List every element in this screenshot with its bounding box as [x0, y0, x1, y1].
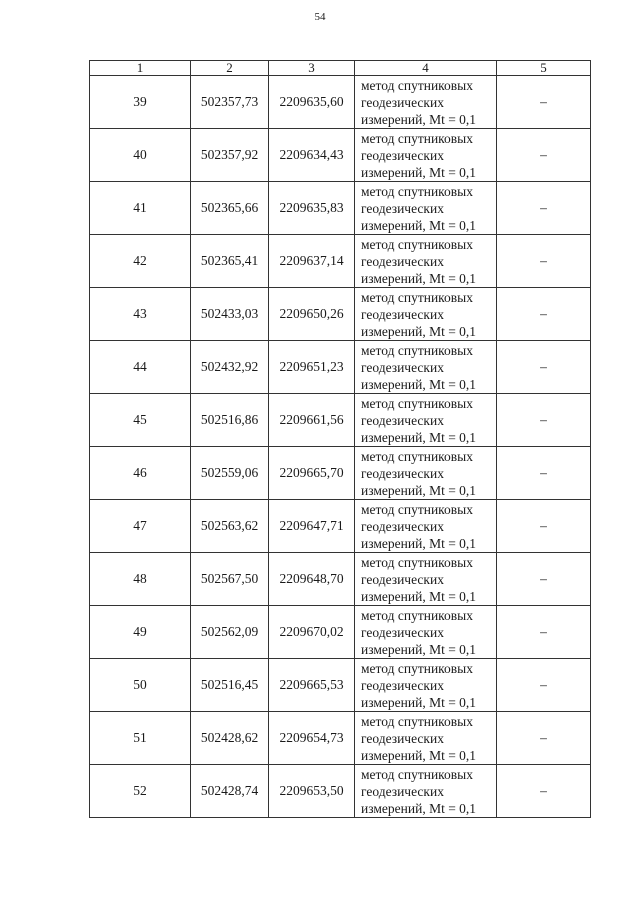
method-line: геодезических [361, 200, 444, 216]
x-coordinate-cell: 502516,45 [191, 659, 269, 712]
note-cell: – [497, 447, 591, 500]
method-line: геодезических [361, 465, 444, 481]
method-line: метод спутниковых [361, 607, 473, 623]
method-cell [355, 659, 497, 712]
table-row [90, 659, 591, 712]
point-number-cell: 52 [90, 765, 191, 818]
note-cell: – [497, 182, 591, 235]
method-line: метод спутниковых [361, 713, 473, 729]
method-line: геодезических [361, 783, 444, 799]
method-line: измерений, Mt = 0,1 [361, 429, 477, 445]
method-cell [355, 288, 497, 341]
method-cell [355, 765, 497, 818]
table-row [90, 182, 591, 235]
y-coordinate-cell: 2209635,83 [269, 182, 355, 235]
method-line: геодезических [361, 730, 444, 746]
table-row [90, 500, 591, 553]
x-coordinate-cell: 502428,62 [191, 712, 269, 765]
point-number-cell: 42 [90, 235, 191, 288]
note-cell: – [497, 235, 591, 288]
x-coordinate-cell: 502516,86 [191, 394, 269, 447]
x-coordinate-cell: 502433,03 [191, 288, 269, 341]
method-line: измерений, Mt = 0,1 [361, 111, 477, 127]
method-line: геодезических [361, 306, 444, 322]
method-line: геодезических [361, 412, 444, 428]
method-line: измерений, Mt = 0,1 [361, 164, 477, 180]
x-coordinate-cell: 502559,06 [191, 447, 269, 500]
method-line: геодезических [361, 359, 444, 375]
method-cell [355, 129, 497, 182]
note-cell: – [497, 659, 591, 712]
method-cell [355, 500, 497, 553]
method-line: измерений, Mt = 0,1 [361, 270, 477, 286]
note-cell: – [497, 606, 591, 659]
method-line: измерений, Mt = 0,1 [361, 588, 477, 604]
method-line: измерений, Mt = 0,1 [361, 323, 477, 339]
note-cell: – [497, 500, 591, 553]
table-header-row [90, 61, 591, 76]
method-cell [355, 76, 497, 129]
method-line: измерений, Mt = 0,1 [361, 694, 477, 710]
table-row [90, 606, 591, 659]
method-cell [355, 182, 497, 235]
method-line: метод спутниковых [361, 342, 473, 358]
header-cell-2: 2 [191, 61, 269, 76]
method-line: измерений, Mt = 0,1 [361, 482, 477, 498]
method-line: метод спутниковых [361, 183, 473, 199]
method-line: измерений, Mt = 0,1 [361, 747, 477, 763]
coordinates-table [89, 60, 591, 818]
y-coordinate-cell: 2209637,14 [269, 235, 355, 288]
y-coordinate-cell: 2209635,60 [269, 76, 355, 129]
y-coordinate-cell: 2209654,73 [269, 712, 355, 765]
method-line: метод спутниковых [361, 554, 473, 570]
table-row [90, 447, 591, 500]
note-cell: – [497, 76, 591, 129]
method-line: измерений, Mt = 0,1 [361, 217, 477, 233]
method-line: измерений, Mt = 0,1 [361, 800, 477, 816]
point-number-cell: 44 [90, 341, 191, 394]
point-number-cell: 46 [90, 447, 191, 500]
y-coordinate-cell: 2209647,71 [269, 500, 355, 553]
note-cell: – [497, 288, 591, 341]
method-line: геодезических [361, 253, 444, 269]
y-coordinate-cell: 2209653,50 [269, 765, 355, 818]
method-line: геодезических [361, 571, 444, 587]
point-number-cell: 45 [90, 394, 191, 447]
x-coordinate-cell: 502563,62 [191, 500, 269, 553]
table-row [90, 765, 591, 818]
method-line: измерений, Mt = 0,1 [361, 535, 477, 551]
method-line: метод спутниковых [361, 289, 473, 305]
point-number-cell: 40 [90, 129, 191, 182]
method-line: измерений, Mt = 0,1 [361, 641, 477, 657]
x-coordinate-cell: 502567,50 [191, 553, 269, 606]
method-cell [355, 606, 497, 659]
point-number-cell: 41 [90, 182, 191, 235]
x-coordinate-cell: 502428,74 [191, 765, 269, 818]
table-row [90, 712, 591, 765]
note-cell: – [497, 712, 591, 765]
note-cell: – [497, 553, 591, 606]
y-coordinate-cell: 2209651,23 [269, 341, 355, 394]
method-line: метод спутниковых [361, 77, 473, 93]
note-cell: – [497, 129, 591, 182]
method-line: геодезических [361, 624, 444, 640]
header-cell-3: 3 [269, 61, 355, 76]
method-cell [355, 341, 497, 394]
y-coordinate-cell: 2209665,70 [269, 447, 355, 500]
method-line: геодезических [361, 677, 444, 693]
y-coordinate-cell: 2209634,43 [269, 129, 355, 182]
table-row [90, 341, 591, 394]
table-row [90, 235, 591, 288]
y-coordinate-cell: 2209665,53 [269, 659, 355, 712]
method-line: метод спутниковых [361, 766, 473, 782]
table-body [90, 61, 591, 818]
method-cell [355, 553, 497, 606]
method-cell [355, 447, 497, 500]
method-line: геодезических [361, 518, 444, 534]
point-number-cell: 51 [90, 712, 191, 765]
method-line: геодезических [361, 94, 444, 110]
note-cell: – [497, 394, 591, 447]
point-number-cell: 50 [90, 659, 191, 712]
point-number-cell: 49 [90, 606, 191, 659]
table-row [90, 288, 591, 341]
x-coordinate-cell: 502357,92 [191, 129, 269, 182]
method-line: метод спутниковых [361, 130, 473, 146]
method-cell [355, 394, 497, 447]
point-number-cell: 47 [90, 500, 191, 553]
method-line: метод спутниковых [361, 660, 473, 676]
method-line: геодезических [361, 147, 444, 163]
method-cell [355, 235, 497, 288]
table-row [90, 76, 591, 129]
table-row [90, 553, 591, 606]
x-coordinate-cell: 502562,09 [191, 606, 269, 659]
table-row [90, 394, 591, 447]
method-line: метод спутниковых [361, 501, 473, 517]
y-coordinate-cell: 2209650,26 [269, 288, 355, 341]
method-line: метод спутниковых [361, 448, 473, 464]
y-coordinate-cell: 2209661,56 [269, 394, 355, 447]
method-line: метод спутниковых [361, 395, 473, 411]
note-cell: – [497, 765, 591, 818]
note-cell: – [497, 341, 591, 394]
y-coordinate-cell: 2209670,02 [269, 606, 355, 659]
point-number-cell: 43 [90, 288, 191, 341]
x-coordinate-cell: 502365,41 [191, 235, 269, 288]
y-coordinate-cell: 2209648,70 [269, 553, 355, 606]
method-line: метод спутниковых [361, 236, 473, 252]
table-row [90, 129, 591, 182]
x-coordinate-cell: 502357,73 [191, 76, 269, 129]
x-coordinate-cell: 502365,66 [191, 182, 269, 235]
method-line: измерений, Mt = 0,1 [361, 376, 477, 392]
header-cell-4: 4 [355, 61, 497, 76]
x-coordinate-cell: 502432,92 [191, 341, 269, 394]
header-cell-5: 5 [497, 61, 591, 76]
point-number-cell: 48 [90, 553, 191, 606]
point-number-cell: 39 [90, 76, 191, 129]
page-number: 54 [314, 11, 326, 23]
method-cell [355, 712, 497, 765]
header-cell-1: 1 [90, 61, 191, 76]
